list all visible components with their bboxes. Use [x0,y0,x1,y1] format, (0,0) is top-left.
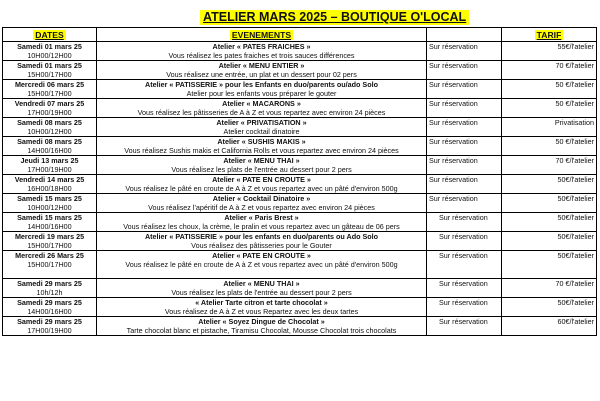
price-cell: 50€/l'atelier [502,298,597,317]
booking-cell: Sur réservation [427,118,502,137]
workshop-name: Atelier « PATES FRAICHES » [212,42,311,51]
date-cell [3,194,97,213]
event-cell [97,118,427,137]
workshop-description: Vous réalisez des pâtisseries pour le Gouter [191,241,332,250]
workshop-time: 14H00/16H00 [27,222,72,231]
date-cell [3,232,97,251]
workshop-name: Atelier « PATISSERIE » pour les enfants en duo/parents ou Ado Solo [144,232,379,241]
event-cell [97,137,427,156]
date-cell [3,61,97,80]
table-row [3,213,597,232]
table-row [3,80,597,99]
table-row [3,137,597,156]
workshop-description: Vous réalisez les choux, la crème, le pralin et vous repartez avec un gâteau de 06 pers [123,222,400,231]
workshop-description: Vous réalisez Sushis makis et California Rolls et vous repartez avec environ 24 pièces [124,146,399,155]
event-cell [97,42,427,61]
workshop-name: Atelier « PATE EN CROUTE » [212,175,311,184]
workshop-date: Samedi 08 mars 25 [17,137,82,146]
workshop-time: 15H00/17H00 [27,241,72,250]
event-cell [97,213,427,232]
price-header-label: TARIF [536,29,562,40]
table-row [3,156,597,175]
workshop-date: Samedi 08 mars 25 [17,118,82,127]
workshop-date: Samedi 15 mars 25 [17,194,82,203]
price-cell: 50 €/l'atelier [502,137,597,156]
booking-cell: Sur réservation [427,279,502,298]
date-cell [3,118,97,137]
workshop-time: 17H00/19H00 [27,165,72,174]
event-cell [97,298,427,317]
event-cell [97,232,427,251]
date-cell [3,99,97,118]
event-cell [97,251,427,279]
booking-cell: Sur réservation [427,61,502,80]
workshop-time: 14H00/16H00 [27,146,72,155]
workshop-description: Vous réalisez les pates fraiches et trois sauces différences [168,51,355,60]
workshop-name: Atelier « MENU ENTIER » [218,61,305,70]
workshop-date: Mercredi 06 mars 25 [14,80,85,89]
workshop-description: Atelier cocktail dinatoire [223,127,300,136]
price-cell: 50€/l'atelier [502,213,597,232]
table-row [3,175,597,194]
booking-cell: Sur réservation [427,42,502,61]
workshop-description: Vous réalisez les pâtisseries de A à Z et vous repartez avec environ 24 pièces [137,108,386,117]
workshop-name: « Atelier Tarte citron et tarte chocolat » [195,298,328,307]
events-header-label: EVENEMENTS [231,29,292,40]
booking-cell: Sur réservation [427,175,502,194]
workshop-name: Atelier « PATE EN CROUTE » [212,251,311,260]
workshop-description: Vous réalisez le pâté en croute de A à Z et vous repartez avec un pâté d'environ 500g [125,260,398,269]
price-cell: 50 €/l'atelier [502,80,597,99]
workshop-time: 17H00/19H00 [27,108,72,117]
workshop-time: 10h/12h [36,288,63,297]
events-header [97,28,427,42]
price-cell: 50€/l'atelier [502,251,597,279]
price-cell: 50€/l'atelier [502,175,597,194]
date-cell [3,317,97,336]
workshop-description: Vous réalisez de A à Z et vous Repartez avec les deux tartes [164,307,359,316]
event-cell [97,61,427,80]
date-cell [3,279,97,298]
workshop-time: 14H00/16H00 [27,307,72,316]
workshop-date: Mercredi 26 Mars 25 [15,251,84,260]
workshop-name: Atelier « Paris Brest » [224,213,299,222]
table-row [3,232,597,251]
event-cell [97,156,427,175]
workshop-date: Jeudi 13 mars 25 [20,156,79,165]
workshop-description: Atelier pour les enfants vous préparer le gouter [186,89,337,98]
workshop-date: Mercredi 19 mars 25 [14,232,85,241]
booking-cell: Sur réservation [427,99,502,118]
workshop-description: Vous réalisez les plats de l'entrée au dessert pour 2 pers [171,288,352,297]
workshop-date: Samedi 01 mars 25 [17,42,82,51]
price-cell: 70 €/l'atelier [502,61,597,80]
booking-cell: Sur réservation [427,80,502,99]
date-cell [3,137,97,156]
date-cell [3,213,97,232]
booking-cell: Sur réservation [427,298,502,317]
event-cell [97,317,427,336]
workshop-description: Tarte chocolat blanc et pistache, Tiramisu Chocolat, Mousse Chocolat trois chocolats [126,326,397,335]
workshop-time: 17H00/19H00 [27,326,72,335]
date-cell [3,175,97,194]
booking-cell: Sur réservation [427,251,502,279]
date-cell [3,42,97,61]
workshop-description: Vous réalisez l'apéritif de A à Z et vous repartez avec environ 24 pièces [148,203,375,212]
workshop-name: Atelier « MACARONS » [222,99,301,108]
table-body [3,42,597,336]
price-cell: 70 €/l'atelier [502,279,597,298]
workshop-time: 15H00/17H00 [27,70,72,79]
price-cell: 50€/l'atelier [502,232,597,251]
price-cell: 50 €/l'atelier [502,99,597,118]
table-row [3,61,597,80]
date-cell [3,298,97,317]
workshop-schedule-table [2,27,597,336]
event-cell [97,99,427,118]
event-cell [97,80,427,99]
workshop-name: Atelier « PATISSERIE » pour les Enfants en duo/parents ou/ado Solo [145,80,378,89]
booking-cell: Sur réservation [427,194,502,213]
table-row [3,194,597,213]
table-row [3,42,597,61]
workshop-time: 15H00/17H00 [27,260,72,269]
price-header [502,28,597,42]
workshop-name: Atelier « MENU THAI » [223,156,300,165]
workshop-time: 16H00/18H00 [27,184,72,193]
workshop-date: Samedi 29 mars 25 [17,298,82,307]
table-row [3,317,597,336]
table-row [3,251,597,279]
date-cell [3,80,97,99]
booking-header [427,28,502,42]
workshop-name: Atelier « MENU THAI » [223,279,300,288]
booking-cell: Sur réservation [427,213,502,232]
date-cell [3,251,97,279]
price-cell: 70 €/l'atelier [502,156,597,175]
date-cell [3,156,97,175]
booking-cell: Sur réservation [427,137,502,156]
workshop-date: Vendredi 07 mars 25 [14,99,85,108]
dates-header [3,28,97,42]
booking-cell: Sur réservation [427,156,502,175]
workshop-date: Vendredi 14 mars 25 [14,175,85,184]
workshop-description: Vous réalisez les plats de l'entrée au dessert pour 2 pers [171,165,352,174]
event-cell [97,175,427,194]
page-title: ATELIER MARS 2025 – BOUTIQUE O'LOCAL [200,10,469,25]
workshop-time: 10H00/12H00 [27,203,72,212]
price-cell: 50€/l'atelier [502,194,597,213]
workshop-name: Atelier « SUSHIS MAKIS » [217,137,306,146]
workshop-time: 10H00/12H00 [27,127,72,136]
price-cell: Privatisation [502,118,597,137]
table-row [3,279,597,298]
table-row [3,99,597,118]
dates-header-label: DATES [35,29,64,40]
price-cell: 55€/l'atelier [502,42,597,61]
workshop-name: Atelier « Cocktail Dinatoire » [212,194,311,203]
table-header-row [3,28,597,42]
workshop-description: Vous réalisez une entrée, un plat et un dessert pour 02 pers [166,70,357,79]
workshop-date: Samedi 01 mars 25 [17,61,82,70]
workshop-name: Atelier « PRIVATISATION » [216,118,307,127]
table-row [3,118,597,137]
workshop-date: Samedi 15 mars 25 [17,213,82,222]
table-row [3,298,597,317]
booking-cell: Sur réservation [427,232,502,251]
event-cell [97,194,427,213]
workshop-description: Vous réalisez le pâté en croute de A à Z et vous repartez avec un pâté d'environ 500g [125,184,398,193]
price-cell: 60€/l'atelier [502,317,597,336]
workshop-time: 15H00/17H00 [27,89,72,98]
workshop-time: 10H00/12H00 [27,51,72,60]
workshop-date: Samedi 29 mars 25 [17,317,82,326]
workshop-name: Atelier « Soyez Dingue de Chocolat » [198,317,325,326]
event-cell [97,279,427,298]
booking-cell: Sur réservation [427,317,502,336]
workshop-date: Samedi 29 mars 25 [17,279,82,288]
